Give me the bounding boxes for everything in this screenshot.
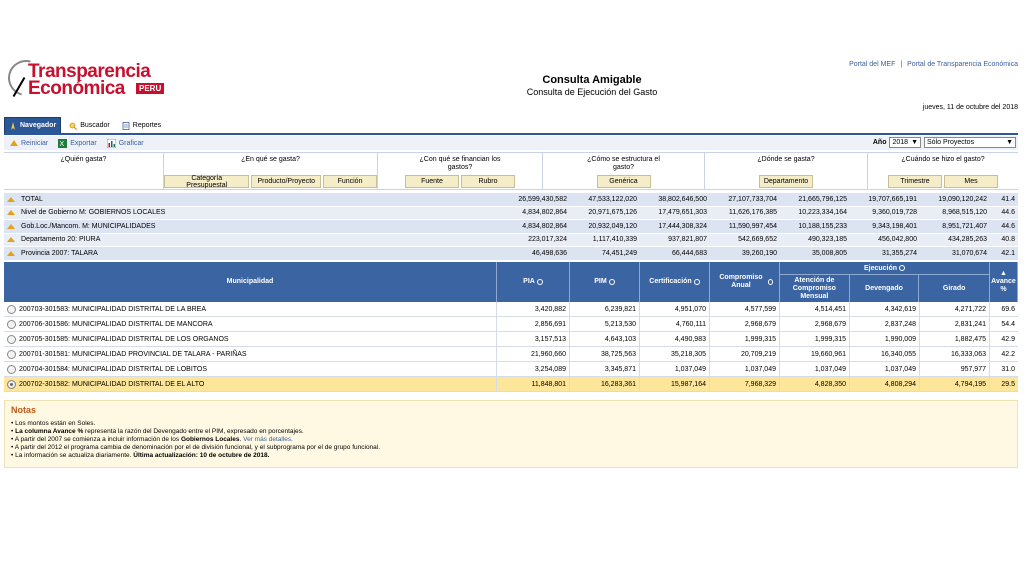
row-radio[interactable] (7, 320, 16, 329)
row-comp: 1,999,315 (710, 332, 780, 346)
compass-icon (9, 122, 17, 130)
row-atencion: 1,037,049 (780, 362, 850, 376)
col-pim[interactable] (570, 262, 640, 302)
table-row[interactable] (4, 347, 1018, 362)
row-pim: 3,345,871 (570, 362, 640, 376)
row-comp: 7,968,329 (710, 377, 780, 391)
row-radio[interactable] (7, 335, 16, 344)
table-body (4, 302, 1018, 392)
summary-atencion: 490,323,185 (808, 236, 847, 244)
col-avance-label: Avance % (991, 278, 1016, 293)
col-atencion[interactable]: Atención de Compromiso Mensual (780, 275, 850, 302)
sort-icon (609, 279, 615, 285)
col-comp-label: Compromiso Anual (719, 274, 763, 289)
row-girado: 2,831,241 (920, 317, 990, 331)
row-girado: 1,882,475 (920, 332, 990, 346)
row-pim: 16,283,361 (570, 377, 640, 391)
note-item: • La columna Avance % representa la razón del Devengado entre el PIM, expresado en porcentajes. (11, 428, 304, 435)
row-atencion: 2,968,679 (780, 317, 850, 331)
row-comp: 20,709,219 (710, 347, 780, 361)
summary-girado: 8,968,515,120 (942, 209, 987, 217)
chevron-down-icon: ▼ (911, 139, 918, 146)
link-separator: | (900, 61, 903, 68)
summary-atencion: 21,665,796,125 (798, 195, 847, 203)
row-girado: 4,794,195 (920, 377, 990, 391)
row-pia: 21,960,660 (497, 347, 570, 361)
toolbar (4, 136, 1018, 150)
col-compromiso[interactable] (710, 262, 780, 302)
fuente-button[interactable]: Fuente (405, 175, 459, 188)
col-ejecucion-label: Ejecución (863, 264, 898, 272)
row-pia: 11,848,801 (497, 377, 570, 391)
row-avance: 31.0 (1001, 365, 1015, 373)
row-pia: 3,254,089 (497, 362, 570, 376)
question-con-que-text: ¿Con qué se financian los gastos? (419, 156, 501, 171)
summary-cert: 17,444,308,324 (658, 222, 707, 230)
mes-button[interactable]: Mes (944, 175, 998, 188)
chart-icon (107, 139, 116, 148)
generica-button[interactable]: Genérica (597, 175, 651, 188)
summary-pim: 47,533,122,020 (588, 195, 637, 203)
up-arrow-icon (7, 197, 15, 202)
summary-girado: 434,285,263 (948, 236, 987, 244)
row-cert: 4,760,111 (640, 317, 710, 331)
row-avance: 42.9 (1001, 335, 1015, 343)
row-pim: 38,725,563 (570, 347, 640, 361)
reiniciar-label: Reiniciar (21, 139, 49, 147)
excel-icon (58, 139, 67, 148)
row-pia: 3,420,882 (497, 302, 570, 316)
row-atencion: 4,828,350 (780, 377, 850, 391)
question-cuando (868, 153, 1018, 189)
summary-comp: 39,260,190 (741, 249, 777, 257)
table-row[interactable] (4, 332, 1018, 347)
row-avance: 69.6 (1001, 305, 1015, 313)
col-avance[interactable] (990, 262, 1018, 302)
question-donde (705, 153, 868, 189)
col-pia[interactable] (497, 262, 570, 302)
reiniciar-button[interactable] (10, 140, 48, 147)
col-municipalidad[interactable]: Municipalidad (4, 262, 497, 302)
note-2-bold: La columna Avance % (15, 428, 84, 435)
categoria-presupuestal-button[interactable]: Categoría Presupuestal (164, 175, 249, 188)
col-ejecucion[interactable] (780, 262, 989, 275)
note-2: representa la razón del Devengado entre el PIM, expresado en porcentajes. (83, 428, 304, 435)
ver-mas-detalles-link[interactable]: Ver más detalles. (243, 436, 293, 443)
sort-icon (768, 279, 773, 285)
exportar-label: Exportar (70, 139, 97, 147)
summary-row-nivel[interactable] (4, 207, 1018, 221)
questions-bar (4, 152, 1018, 190)
link-portal-transparencia[interactable]: Portal de Transparencia Económica (907, 61, 1018, 68)
row-name: 200706-301586: MUNICIPALIDAD DISTRITAL DE MANCORA (19, 320, 213, 328)
summary-devengado: 9,360,019,728 (872, 209, 917, 217)
col-pim-label: PIM (594, 278, 607, 285)
note-5-bold: Última actualización: 10 de octubre de 2018. (133, 452, 270, 459)
question-quien (4, 153, 164, 189)
summary-atencion: 10,223,334,164 (798, 209, 847, 217)
row-name: 200705-301585: MUNICIPALIDAD DISTRITAL DE LOS ORGANOS (19, 335, 229, 343)
col-devengado[interactable]: Devengado (850, 275, 920, 302)
summary-label: Gob.Loc./Mancom. M: MUNICIPALIDADES (21, 222, 156, 230)
summary-girado: 31,070,674 (951, 249, 987, 257)
question-en-que (164, 153, 378, 189)
graficar-button[interactable] (107, 139, 144, 148)
note-3: A partir del 2007 se comienza a incluir información de los (14, 436, 181, 443)
top-links (849, 61, 1018, 68)
summary-pim: 20,971,675,126 (588, 209, 637, 217)
row-cert: 15,987,164 (640, 377, 710, 391)
row-girado: 957,977 (920, 362, 990, 376)
row-pia: 2,856,691 (497, 317, 570, 331)
search-icon (69, 122, 77, 130)
col-group-ejecucion (780, 262, 990, 302)
projects-value: Sólo Proyectos (927, 139, 975, 146)
summary-row-provincia[interactable] (4, 247, 1018, 261)
page-title: Consulta Amigable (542, 74, 642, 86)
logo-peru-tag: PERU (136, 83, 164, 94)
row-comp: 1,037,049 (710, 362, 780, 376)
up-arrow-icon (7, 251, 15, 256)
note-4: A partir del 2012 el programa cambia de denominación por el de división funcional, y el subprograma por el de grupo funcional. (14, 444, 381, 451)
row-girado: 4,271,722 (920, 302, 990, 316)
table-row-selected[interactable] (4, 377, 1018, 392)
row-atencion: 19,660,961 (780, 347, 850, 361)
row-cert: 4,951,070 (640, 302, 710, 316)
row-avance: 54.4 (1001, 320, 1015, 328)
row-devengado: 2,837,248 (850, 317, 920, 331)
summary-avance: 41.4 (1001, 195, 1015, 203)
chevron-down-icon: ▼ (1006, 139, 1013, 146)
sort-up-icon: ▲ (1000, 270, 1007, 277)
row-atencion: 4,514,451 (780, 302, 850, 316)
summary-avance: 40.8 (1001, 236, 1015, 244)
row-comp: 2,968,679 (710, 317, 780, 331)
filters (873, 137, 1016, 148)
rubro-button[interactable]: Rubro (461, 175, 515, 188)
sort-icon (537, 279, 543, 285)
col-cert-label: Certificación (649, 278, 692, 285)
tab-navegador[interactable] (4, 117, 61, 134)
row-comp: 4,577,599 (710, 302, 780, 316)
summary-cert: 38,802,646,500 (658, 195, 707, 203)
row-radio-checked[interactable] (7, 380, 16, 389)
summary-pia: 46,498,636 (531, 249, 567, 257)
summary-devengado: 9,343,198,401 (872, 222, 917, 230)
trimestre-button[interactable]: Trimestre (888, 175, 942, 188)
tab-underline (4, 133, 1018, 135)
row-radio[interactable] (7, 365, 16, 374)
summary-avance: 44.6 (1001, 222, 1015, 230)
graficar-label: Graficar (118, 139, 144, 147)
note-item: • A partir del 2012 el programa cambia de denominación por el de división funcional, y el subprograma por el de grupo funcional. (11, 444, 381, 451)
row-devengado: 16,340,055 (850, 347, 920, 361)
up-arrow-icon (7, 237, 15, 242)
up-arrow-icon (7, 224, 15, 229)
exportar-button[interactable] (58, 139, 96, 148)
projects-select[interactable] (924, 137, 1016, 148)
summary-atencion: 35,008,805 (811, 249, 847, 257)
row-name: 200701-301581: MUNICIPALIDAD PROVINCIAL DE TALARA - PARIÑAS (19, 350, 247, 358)
row-girado: 16,333,063 (920, 347, 990, 361)
note-1: Los montos están en Soles. (15, 420, 96, 427)
year-select[interactable] (889, 137, 921, 148)
departamento-button[interactable]: Departamento (759, 175, 813, 188)
summary-pia: 4,834,802,864 (522, 209, 567, 217)
row-devengado: 4,342,619 (850, 302, 920, 316)
row-atencion: 1,999,315 (780, 332, 850, 346)
summary-comp: 542,669,652 (738, 236, 777, 244)
row-pim: 6,239,821 (570, 302, 640, 316)
row-radio[interactable] (7, 350, 16, 359)
row-devengado: 4,808,294 (850, 377, 920, 391)
tab-navegador-label: Navegador (20, 122, 57, 129)
question-cuando-text: ¿Cuándo se hizo el gasto? (901, 156, 985, 163)
up-arrow-icon (7, 210, 15, 215)
tab-buscador-label: Buscador (80, 122, 110, 129)
row-pim: 5,213,530 (570, 317, 640, 331)
summary-cert: 17,479,651,303 (658, 209, 707, 217)
summary-comp: 27,107,733,704 (728, 195, 777, 203)
row-pia: 3,157,513 (497, 332, 570, 346)
tab-buscador[interactable] (65, 117, 114, 134)
logo-text-line2: Económica (28, 78, 125, 99)
row-radio[interactable] (7, 305, 16, 314)
row-pim: 4,643,103 (570, 332, 640, 346)
svg-text:X: X (59, 140, 65, 148)
summary-pia: 223,017,324 (528, 236, 567, 244)
summary-pim: 74,451,249 (601, 249, 637, 257)
summary-row-departamento[interactable] (4, 234, 1018, 248)
page-subtitle: Consulta de Ejecución del Gasto (526, 87, 658, 97)
row-avance: 42.2 (1001, 350, 1015, 358)
summary-pim: 20,932,049,120 (588, 222, 637, 230)
notes-title: Notas (11, 405, 37, 415)
question-en-que-text: ¿En qué se gasta? (241, 156, 300, 163)
summary-label: TOTAL (21, 195, 43, 203)
summary-atencion: 10,188,155,233 (798, 222, 847, 230)
year-label: Año (872, 139, 887, 146)
notes-panel (4, 400, 1018, 468)
link-portal-mef[interactable]: Portal del MEF (849, 61, 896, 68)
col-girado[interactable]: Girado (942, 284, 966, 292)
note-5: La información se actualiza diariamente. (15, 452, 134, 459)
producto-proyecto-button[interactable]: Producto/Proyecto (251, 175, 321, 188)
row-cert: 1,037,049 (640, 362, 710, 376)
row-name: 200703-301583: MUNICIPALIDAD DISTRITAL DE LA BREA (19, 305, 207, 313)
tab-bar (4, 117, 165, 134)
col-certificacion[interactable] (640, 262, 710, 302)
question-con-que (378, 153, 543, 189)
question-quien-text: ¿Quién gasta? (60, 156, 107, 163)
up-arrow-icon (10, 140, 18, 147)
note-3-bold: Gobiernos Locales (180, 436, 240, 443)
current-date: jueves, 11 de octubre del 2018 (922, 104, 1018, 111)
tab-reportes-label: Reportes (132, 122, 162, 129)
summary-label: Nivel de Gobierno M: GOBIERNOS LOCALES (21, 209, 166, 217)
summary-row-gobloc[interactable] (4, 220, 1018, 234)
summary-girado: 19,090,120,242 (938, 195, 987, 203)
document-icon (122, 122, 130, 130)
summary-comp: 11,590,997,454 (728, 222, 777, 230)
question-como (543, 153, 705, 189)
note-item: • Los montos están en Soles. (11, 420, 96, 427)
summary-comp: 11,626,176,385 (728, 209, 777, 217)
summary-cert: 66,444,683 (671, 249, 707, 257)
row-devengado: 1,990,009 (850, 332, 920, 346)
table-row[interactable] (4, 362, 1018, 377)
question-como-text: ¿Cómo se estructura el gasto? (587, 156, 660, 171)
summary-pia: 26,599,430,582 (518, 195, 567, 203)
table-header (4, 262, 1018, 302)
row-devengado: 1,037,049 (850, 362, 920, 376)
row-cert: 35,218,305 (640, 347, 710, 361)
sort-icon (899, 265, 905, 271)
summary-girado: 8,951,721,407 (942, 222, 987, 230)
row-name: 200702-301582: MUNICIPALIDAD DISTRITAL DE EL ALTO (19, 380, 205, 388)
summary-cert: 937,821,807 (668, 236, 707, 244)
logo-text-line1: Transparencia (28, 61, 151, 82)
tab-reportes[interactable] (118, 117, 165, 134)
summary-label: Departamento 20: PIURA (21, 236, 101, 244)
funcion-button[interactable]: Función (323, 175, 377, 188)
year-value: 2018 (892, 139, 909, 146)
summary-table (4, 193, 1018, 261)
row-avance: 29.5 (1001, 380, 1015, 388)
summary-avance: 44.6 (1001, 209, 1015, 217)
row-cert: 4,490,983 (640, 332, 710, 346)
note-item: • La información se actualiza diariamente. Última actualización: 10 de octubre de 2018. (11, 452, 270, 459)
sort-icon (694, 279, 700, 285)
summary-label: Provincia 2007: TALARA (21, 249, 98, 257)
summary-avance: 42.1 (1001, 249, 1015, 257)
col-pia-label: PIA (523, 278, 535, 285)
note-3-sep: . (239, 436, 244, 443)
summary-pia: 4,834,802,864 (522, 222, 567, 230)
summary-devengado: 456,042,800 (878, 236, 917, 244)
summary-pim: 1,117,410,339 (592, 236, 637, 244)
table-row[interactable] (4, 302, 1018, 317)
row-name: 200704-301584: MUNICIPALIDAD DISTRITAL DE LOBITOS (19, 365, 208, 373)
summary-devengado: 19,707,665,191 (868, 195, 917, 203)
table-row[interactable] (4, 317, 1018, 332)
question-donde-text: ¿Dónde se gasta? (757, 156, 815, 163)
summary-row-total[interactable] (4, 193, 1018, 207)
summary-devengado: 31,355,274 (881, 249, 917, 257)
note-item: • A partir del 2007 se comienza a incluir información de los Gobiernos Locales. Ver más detalles. (11, 436, 293, 443)
